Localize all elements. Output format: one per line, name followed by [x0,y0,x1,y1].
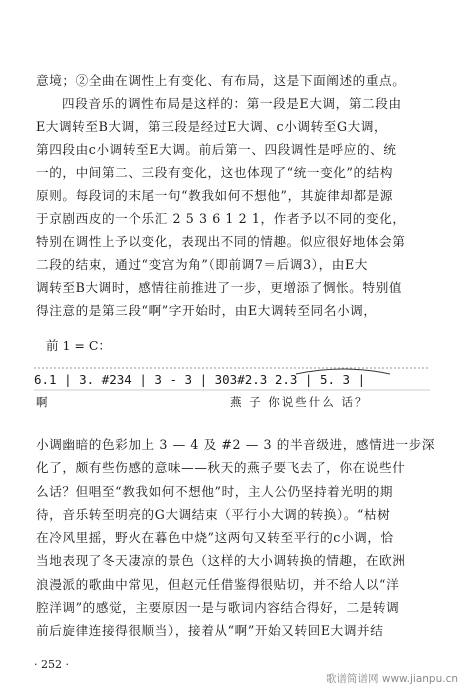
text-line: 化了，颇有些伤感的意味——秋天的燕子要飞去了，你在说些什 [36,460,406,475]
site-watermark: 歌谱简谱网 www.jianpu.cn [326,673,458,685]
jianpu-score [34,364,430,409]
text-line: E大调转至B大调，第三段是经过E大调、c小调转至G大调， [36,119,388,134]
score-key-label: 前 1 = C： [46,338,111,353]
text-line: 一的，中间第二、三段有变化，这也体现了“统一变化”的结构 [36,165,394,180]
text-line: 得注意的是第三段“啊”字开始时，由E大调转至同名小调， [36,303,377,318]
text-line: 第四段由c小调转至E大调。前后第一、四段调性是呼应的、统 [36,142,397,157]
text-line: 腔洋调”的感觉，主要原因一是与歌词内容结合得好，二是转调 [36,600,400,615]
text-line: 原则。每段词的末尾一句“教我如何不想他”，其旋律却都是源 [36,188,394,203]
text-line: 么话？但唱至“教我如何不想他”时，主人公仍坚持着光明的期 [36,484,394,499]
text-line: 调转至B大调时，感情往前推进了一步，更增添了惆怅。特别值 [36,280,403,295]
text-line: 待，音乐转至明亮的G大调结束（平行小大调的转换）。“枯树 [36,507,391,522]
text-line: 在冷风里摇，野火在暮色中烧”这两句又转至平行的c小调，恰 [36,530,394,545]
text-line: 二段的结束，通过“变宫为角”（即前调7＝后调3），由E大 [36,257,368,272]
page-number: · 252 · [34,658,69,671]
text-line: 特别在调性上予以变化，表现出不同的情趣。似应很好地体会第 [36,234,406,249]
text-line: 当地表现了冬天凄凉的景色（这样的大小调转换的情趣，在欧洲 [36,553,406,568]
text-line: 小调幽暗的色彩加上 3 — 4 及 #2 — 3 的半音级进，感情进一步深 [36,437,436,452]
text-line: 前后旋律连接得很顺当），接着从“啊”开始又转回E大调并结 [36,623,384,638]
text-line: 浪漫派的歌曲中常见，但赵元任借鉴得很贴切，并不给人以“洋 [36,577,400,592]
score-notation: 6.1 | 3. #234 | 3 - 3 | 303#2.3 2.3 | 5. 3 | [34,372,366,387]
text-line: 于京剧西皮的一个乐汇 2 5 3 6 1 2 1，作者予以不同的变化， [36,211,406,226]
lyric-end: 燕 子 你说些什么 话？ [230,395,369,409]
lyric-start: 啊 [36,395,48,409]
text-line: 四段音乐的调性布局是这样的：第一段是E大调，第二段由 [62,96,402,111]
text-line: 意境；②全曲在调性上有变化、有布局，这是下面阐述的重点。 [36,73,406,88]
